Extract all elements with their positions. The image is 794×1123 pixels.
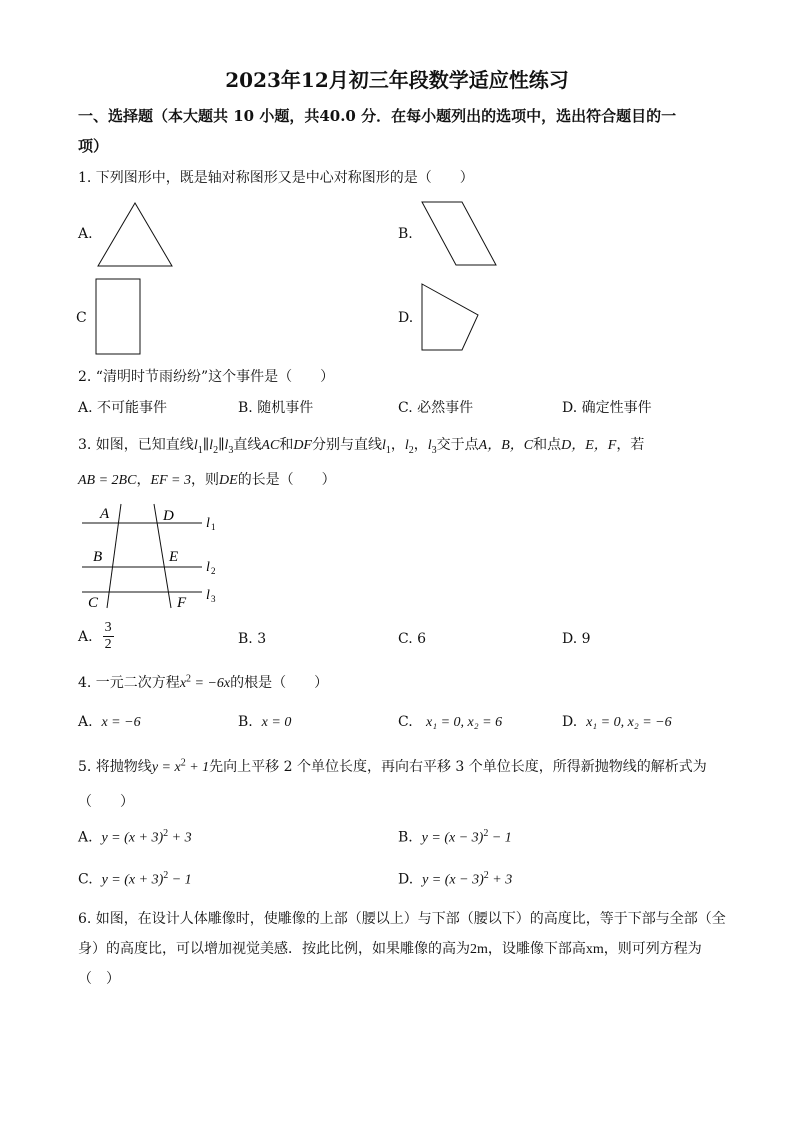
q1-option-a-label: A. (78, 226, 93, 242)
q2-option-c: C. 必然事件 (398, 400, 474, 416)
q5-option-c: C. $y = (x + 3)^2 - 1$ (78, 870, 192, 888)
question-6-stem-line3: （ ） (78, 971, 120, 987)
q4-option-a: A. x = −6 (78, 714, 141, 730)
section-heading-line1: 一、选择题（本大题共 10 小题，共40.0 分．在每小题列出的选项中，选出符合题目的一 (78, 107, 677, 125)
point-b-label: B (93, 549, 103, 565)
q4-option-d: D. x₁ = 0, x₂ = −6 (562, 714, 672, 730)
question-5-stem-line1: 5. 将抛物线$y = x^2 + 1$先向上平移 2 个单位长度，再向右平移 3 个单位长度，所得新抛物线的解析式为 (78, 757, 707, 775)
q5-option-a: A. $y = (x + 3)^2 + 3$ (78, 828, 192, 846)
q2-option-d: D. 确定性事件 (562, 400, 652, 416)
q3-option-b: B. 3 (238, 631, 267, 647)
q1-option-d-label: D. (398, 310, 414, 326)
question-6-stem-line2: 身）的高度比，可以增加视觉美感．按此比例，如果雕像的高为2m，设雕像下部高xm，则可列方程为 (78, 941, 702, 957)
line-l2-label: l (206, 560, 210, 575)
q3-option-a: A. $\frac{3}{2}$ (78, 620, 112, 652)
quadrilateral-icon (420, 283, 484, 353)
q1-option-b-label: B. (398, 226, 413, 242)
section-heading-line2: 项） (78, 137, 109, 155)
q2-option-a: A. 不可能事件 (78, 400, 168, 416)
line-l2-subscript: 2 (211, 566, 216, 576)
fraction-three-halves: $\frac{3}{2}$ (104, 620, 112, 652)
point-f-label: F (177, 595, 187, 611)
rectangle-icon (95, 278, 143, 356)
parallelogram-icon (420, 201, 498, 267)
q4-option-c: C. x₁ = 0, x₂ = 6 (398, 714, 503, 730)
point-d-label: D (163, 508, 174, 524)
question-3-stem-line2: AB = 2BC，EF = 3，则DE的长是（ ） (78, 472, 336, 488)
q5-option-b: B. $y = (x - 3)^2 - 1$ (398, 828, 512, 846)
page-title: 2023年12月初三年段数学适应性练习 (225, 68, 569, 92)
question-4-stem: 4. 一元二次方程$x^2 = -6x$的根是（ ） (78, 673, 329, 691)
line-l1-label: l (206, 516, 210, 531)
question-6-stem-line1: 6. 如图，在设计人体雕像时，使雕像的上部（腰以上）与下部（腰以下）的高度比，等于下部与全部（全 (78, 911, 726, 927)
point-e-label: E (169, 549, 179, 565)
q2-option-b: B. 随机事件 (238, 400, 314, 416)
triangle-icon (96, 202, 174, 268)
q3-option-d: D. 9 (562, 631, 591, 647)
question-3-stem-line1: 3. 如图，已知直线$l_1\parallel l_2\parallel l_3$直线AC和DF分别与直线$l_1$，$l_2$，$l_3$交于点A，B，C和点D，E，F，若 (78, 437, 645, 456)
question-5-stem-line2: （ ） (78, 794, 134, 810)
question-2-stem: 2. “清明时节雨纷纷”这个事件是（ ） (78, 369, 335, 385)
point-c-label: C (88, 595, 99, 611)
q3-option-c: C. 6 (398, 631, 427, 647)
question-1-stem: 1. 下列图形中，既是轴对称图形又是中心对称图形的是（ ） (78, 170, 474, 186)
line-l3-label: l (206, 588, 210, 603)
point-a-label: A (100, 506, 110, 522)
q1-option-c-label: C (76, 310, 87, 326)
q4-option-b: B. x = 0 (238, 714, 292, 730)
line-l1-subscript: 1 (211, 522, 216, 532)
line-l3-subscript: 3 (211, 594, 216, 604)
q5-option-d: D. $y = (x - 3)^2 + 3$ (398, 870, 513, 888)
parallel-lines-figure (78, 500, 228, 615)
